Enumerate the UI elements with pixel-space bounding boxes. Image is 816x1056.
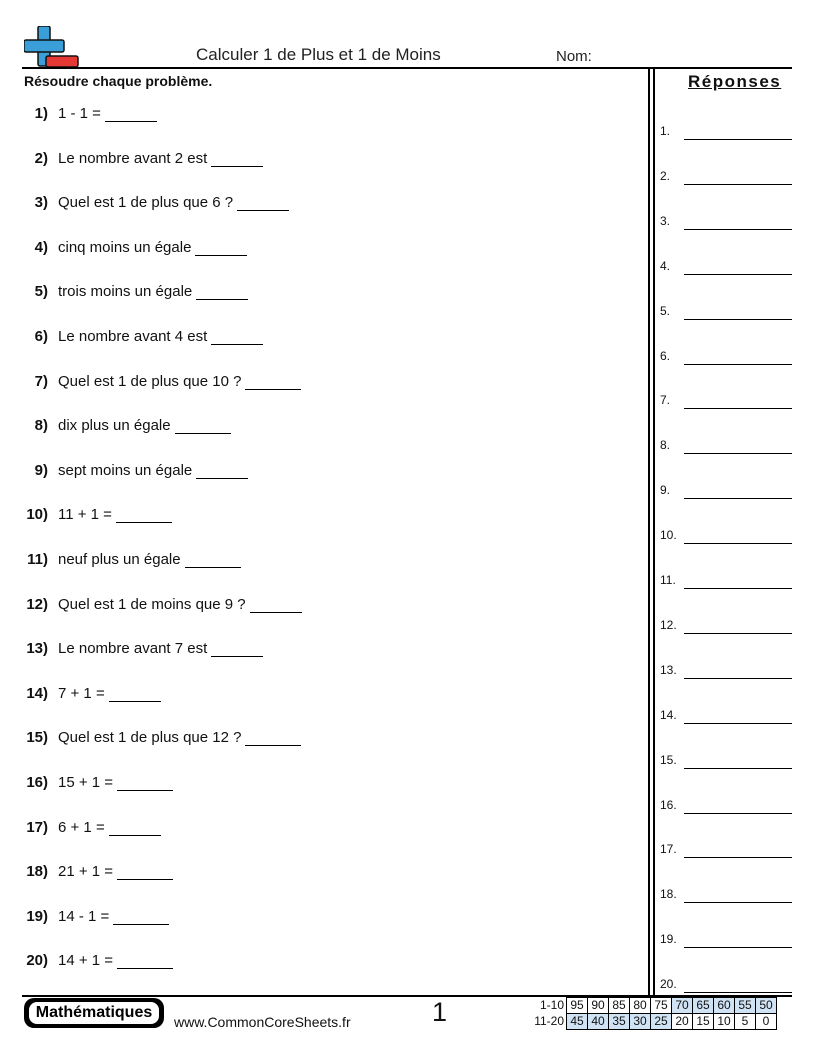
answer-blank[interactable] (250, 596, 302, 613)
question-number: 20) (26, 952, 48, 970)
answer-blank[interactable] (116, 506, 172, 523)
question-text: 11 + 1 = (58, 506, 112, 524)
question-item (0, 366, 301, 390)
question-item (0, 945, 173, 969)
answer-blank[interactable] (109, 819, 161, 836)
answers-title: Réponses (688, 72, 782, 91)
question-text: trois moins un égale (58, 283, 193, 301)
answer-blank[interactable] (117, 774, 173, 791)
question-number: 4) (34, 238, 48, 256)
answer-line[interactable] (660, 659, 792, 679)
question-text: cinq moins un égale (58, 238, 192, 256)
question-text: 21 + 1 = (58, 863, 114, 881)
question-number: 2) (34, 149, 48, 167)
question-item (0, 767, 173, 791)
page-number: 1 (432, 997, 448, 1027)
score-cell: 45 (567, 1014, 588, 1030)
question-number: 8) (34, 417, 48, 435)
answer-number: 9. (660, 483, 671, 498)
answer-number: 16. (660, 797, 677, 812)
answer-line[interactable] (660, 255, 792, 275)
question-number: 17) (26, 818, 48, 836)
answer-blank[interactable] (105, 105, 157, 122)
score-cell: 35 (609, 1014, 630, 1030)
question-item (0, 589, 302, 613)
question-item (0, 232, 247, 256)
question-text: neuf plus un égale (58, 551, 181, 568)
answer-number: 15. (660, 752, 677, 767)
question-text: Quel est 1 de moins que 9 ? (58, 595, 246, 613)
answer-line[interactable] (660, 120, 792, 140)
answer-blank[interactable] (211, 640, 263, 657)
score-cell: 0 (756, 1014, 777, 1030)
question-item (0, 276, 248, 300)
answer-number: 2. (660, 168, 671, 183)
answer-blank[interactable] (175, 417, 231, 434)
answer-line[interactable] (660, 749, 792, 769)
answer-line[interactable] (660, 614, 792, 634)
score-cell: 85 (609, 998, 630, 1014)
question-item (0, 812, 161, 836)
answer-line[interactable] (660, 973, 792, 993)
answer-number: 13. (660, 662, 677, 677)
score-cell: 30 (630, 1014, 651, 1030)
score-row-label: 11-20 (534, 1014, 564, 1028)
question-text: 7 + 1 = (58, 684, 105, 702)
score-cell: 40 (588, 1014, 609, 1030)
score-cell: 75 (651, 998, 672, 1014)
answer-line[interactable] (660, 704, 792, 724)
score-cell: 25 (651, 1014, 672, 1030)
question-number: 12) (26, 595, 48, 613)
answer-line[interactable] (660, 300, 792, 320)
name-label: Nom: (556, 48, 592, 65)
question-text: 15 + 1 = (58, 774, 114, 791)
subject-label: Mathématiques (29, 1002, 159, 1024)
answer-line[interactable] (660, 165, 792, 185)
question-number: 19) (26, 907, 48, 925)
page-title: Calculer 1 de Plus et 1 de Moins (196, 45, 441, 64)
score-cell: 70 (672, 998, 693, 1014)
answer-blank[interactable] (117, 863, 173, 880)
answer-number: 20. (660, 977, 677, 992)
answer-line[interactable] (660, 794, 792, 814)
answer-blank[interactable] (109, 685, 161, 702)
question-item (0, 455, 248, 479)
question-text: dix plus un égale (58, 417, 171, 435)
score-cell: 5 (735, 1014, 756, 1030)
answer-line[interactable] (660, 434, 792, 454)
question-text: 6 + 1 = (58, 818, 105, 836)
question-item (0, 678, 161, 702)
answer-line[interactable] (660, 883, 792, 903)
score-cell: 55 (735, 998, 756, 1014)
question-number: 11) (27, 551, 48, 568)
score-row-label: 1-10 (539, 998, 564, 1012)
answer-number: 19. (660, 932, 677, 947)
answer-line[interactable] (660, 210, 792, 230)
header-divider (22, 67, 792, 69)
question-number: 13) (26, 640, 48, 658)
answer-number: 14. (660, 707, 677, 722)
question-text: Le nombre avant 4 est (58, 328, 208, 345)
instructions: Résoudre chaque problème. (24, 73, 213, 89)
question-number: 3) (34, 194, 48, 212)
answer-blank[interactable] (211, 328, 263, 345)
column-divider-left (648, 67, 650, 996)
score-cell: 50 (756, 998, 777, 1014)
question-text: 14 - 1 = (58, 907, 110, 925)
subject-badge (24, 998, 164, 1028)
answer-number: 17. (660, 842, 677, 857)
question-number: 1) (34, 105, 48, 122)
question-text: 1 - 1 = (58, 105, 101, 122)
question-item (0, 856, 173, 880)
answer-number: 4. (660, 258, 671, 273)
question-number: 6) (34, 328, 48, 345)
score-cell: 15 (693, 1014, 714, 1030)
answer-line[interactable] (660, 524, 792, 544)
question-item (0, 143, 263, 167)
score-cell: 95 (567, 998, 588, 1014)
question-number: 18) (26, 863, 48, 881)
column-divider-right (653, 67, 655, 996)
answer-line[interactable] (660, 838, 792, 858)
question-item (0, 187, 289, 211)
question-number: 10) (26, 506, 48, 524)
score-cell: 20 (672, 1014, 693, 1030)
question-item (0, 544, 241, 568)
answer-number: 5. (660, 303, 671, 318)
score-cell: 65 (693, 998, 714, 1014)
score-table (528, 997, 777, 1030)
question-text: 14 + 1 = (58, 952, 114, 970)
answer-line[interactable] (660, 345, 792, 365)
question-number: 15) (26, 729, 48, 747)
answer-number: 10. (660, 528, 677, 543)
question-text: Le nombre avant 2 est (58, 149, 208, 167)
answer-blank[interactable] (211, 150, 263, 167)
answer-number: 12. (660, 617, 677, 632)
answer-blank[interactable] (245, 729, 301, 746)
answer-number: 8. (660, 438, 671, 453)
answer-line[interactable] (660, 569, 792, 589)
question-text: Quel est 1 de plus que 6 ? (58, 194, 234, 212)
answer-line[interactable] (660, 389, 792, 409)
question-item (0, 499, 172, 523)
answer-number: 3. (660, 213, 671, 228)
question-number: 16) (26, 774, 48, 791)
answer-number: 6. (660, 348, 671, 363)
answer-blank[interactable] (245, 373, 301, 390)
question-number: 5) (34, 283, 48, 301)
question-item (0, 98, 157, 122)
question-text: Le nombre avant 7 est (58, 640, 208, 658)
answer-blank[interactable] (237, 194, 289, 211)
question-item (0, 321, 263, 345)
score-cell: 10 (714, 1014, 735, 1030)
question-text: sept moins un égale (58, 461, 193, 479)
question-item (0, 722, 301, 746)
question-item (0, 901, 169, 925)
score-row (528, 998, 777, 1014)
score-cell: 80 (630, 998, 651, 1014)
score-row (528, 1014, 777, 1030)
answer-blank[interactable] (196, 462, 248, 479)
question-number: 9) (34, 461, 48, 479)
answer-blank[interactable] (195, 239, 247, 256)
question-number: 14) (26, 684, 48, 702)
question-text: Quel est 1 de plus que 12 ? (58, 729, 242, 747)
question-item (0, 410, 231, 434)
answer-number: 11. (660, 573, 676, 587)
score-cell: 90 (588, 998, 609, 1014)
answer-blank[interactable] (117, 952, 173, 969)
answer-line[interactable] (660, 928, 792, 948)
answer-number: 1. (660, 124, 671, 138)
question-number: 7) (34, 372, 48, 390)
question-text: Quel est 1 de plus que 10 ? (58, 372, 242, 390)
answer-blank[interactable] (185, 551, 241, 568)
logo-plus-minus-icon (24, 26, 80, 70)
answer-line[interactable] (660, 479, 792, 499)
question-item (0, 633, 263, 657)
site-url: www.CommonCoreSheets.fr (174, 1014, 351, 1030)
answer-number: 18. (660, 887, 677, 902)
answer-blank[interactable] (113, 908, 169, 925)
score-cell: 60 (714, 998, 735, 1014)
answer-blank[interactable] (196, 283, 248, 300)
answer-number: 7. (660, 393, 671, 408)
